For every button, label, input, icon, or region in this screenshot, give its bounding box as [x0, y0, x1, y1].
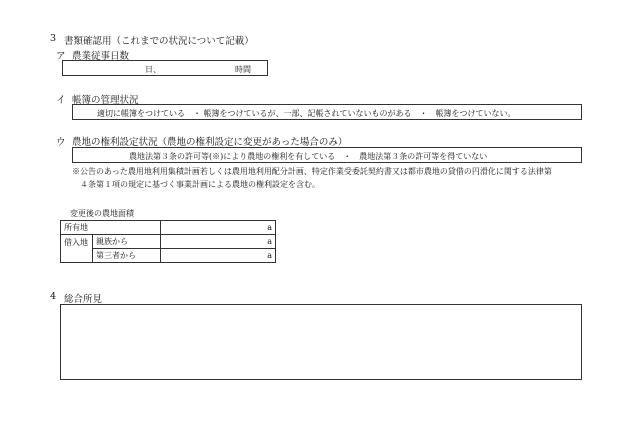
section3-number: 3 — [50, 33, 57, 44]
from-third-party-value[interactable] — [161, 249, 276, 263]
unit-label: a — [267, 223, 272, 232]
unit-label: a — [267, 251, 272, 260]
section4-title: 総合所見 — [64, 294, 103, 305]
land-rights-status-box[interactable] — [72, 147, 582, 163]
days-unit: 日、 — [145, 65, 161, 74]
farm-work-days-box[interactable] — [62, 60, 268, 76]
overall-opinion-box[interactable] — [60, 304, 582, 380]
section3a-label: ア — [56, 51, 66, 62]
bookkeeping-status-box[interactable] — [72, 104, 582, 120]
unit-label: a — [267, 237, 272, 246]
bookkeeping-options: 適切に帳簿をつけている ・ 帳簿をつけているが、一部、記帳されていないものがある ・ 帳簿をつけていない。 — [97, 109, 516, 118]
note-line-1: ※公告のあった農用地利用集積計画若しくは農用地利用配分計画、特定作業受委託契約書又は都市農地の貸借の円滑化に関する法律第 — [72, 167, 552, 176]
leased-land-label: 借入地 — [61, 235, 93, 263]
area-table-caption: 変更後の農地面積 — [70, 209, 134, 218]
owned-land-value[interactable] — [161, 221, 276, 235]
section3u-label: ウ — [56, 137, 66, 148]
hours-unit: 時間 — [235, 65, 251, 74]
table-row — [61, 221, 276, 235]
owned-land-label: 所有地 — [61, 221, 161, 235]
from-third-party-label: 第三者から — [93, 249, 161, 263]
land-rights-options: 農地法第３条の許可等(※)により農地の権利を有している ・ 農地法第３条の許可等を得ていない — [129, 152, 488, 161]
section3a-title: 農業従事日数 — [72, 51, 130, 62]
section3i-label: イ — [56, 95, 66, 106]
table-row — [61, 235, 276, 249]
from-family-value[interactable] — [161, 235, 276, 249]
table-row — [61, 249, 276, 263]
section3-title: 書類確認用（これまでの状況について記載） — [64, 36, 254, 47]
section3u-title: 農地の権利設定状況（農地の権利設定に変更があった場合のみ） — [72, 137, 348, 148]
note-line-2: ４条第１項の規定に基づく事業計画による農地の権利設定を含む。 — [80, 180, 320, 189]
section4-number: 4 — [50, 291, 57, 302]
section3i-title: 帳簿の管理状況 — [72, 95, 139, 106]
farmland-area-table — [60, 220, 276, 263]
from-family-label: 親族から — [93, 235, 161, 249]
